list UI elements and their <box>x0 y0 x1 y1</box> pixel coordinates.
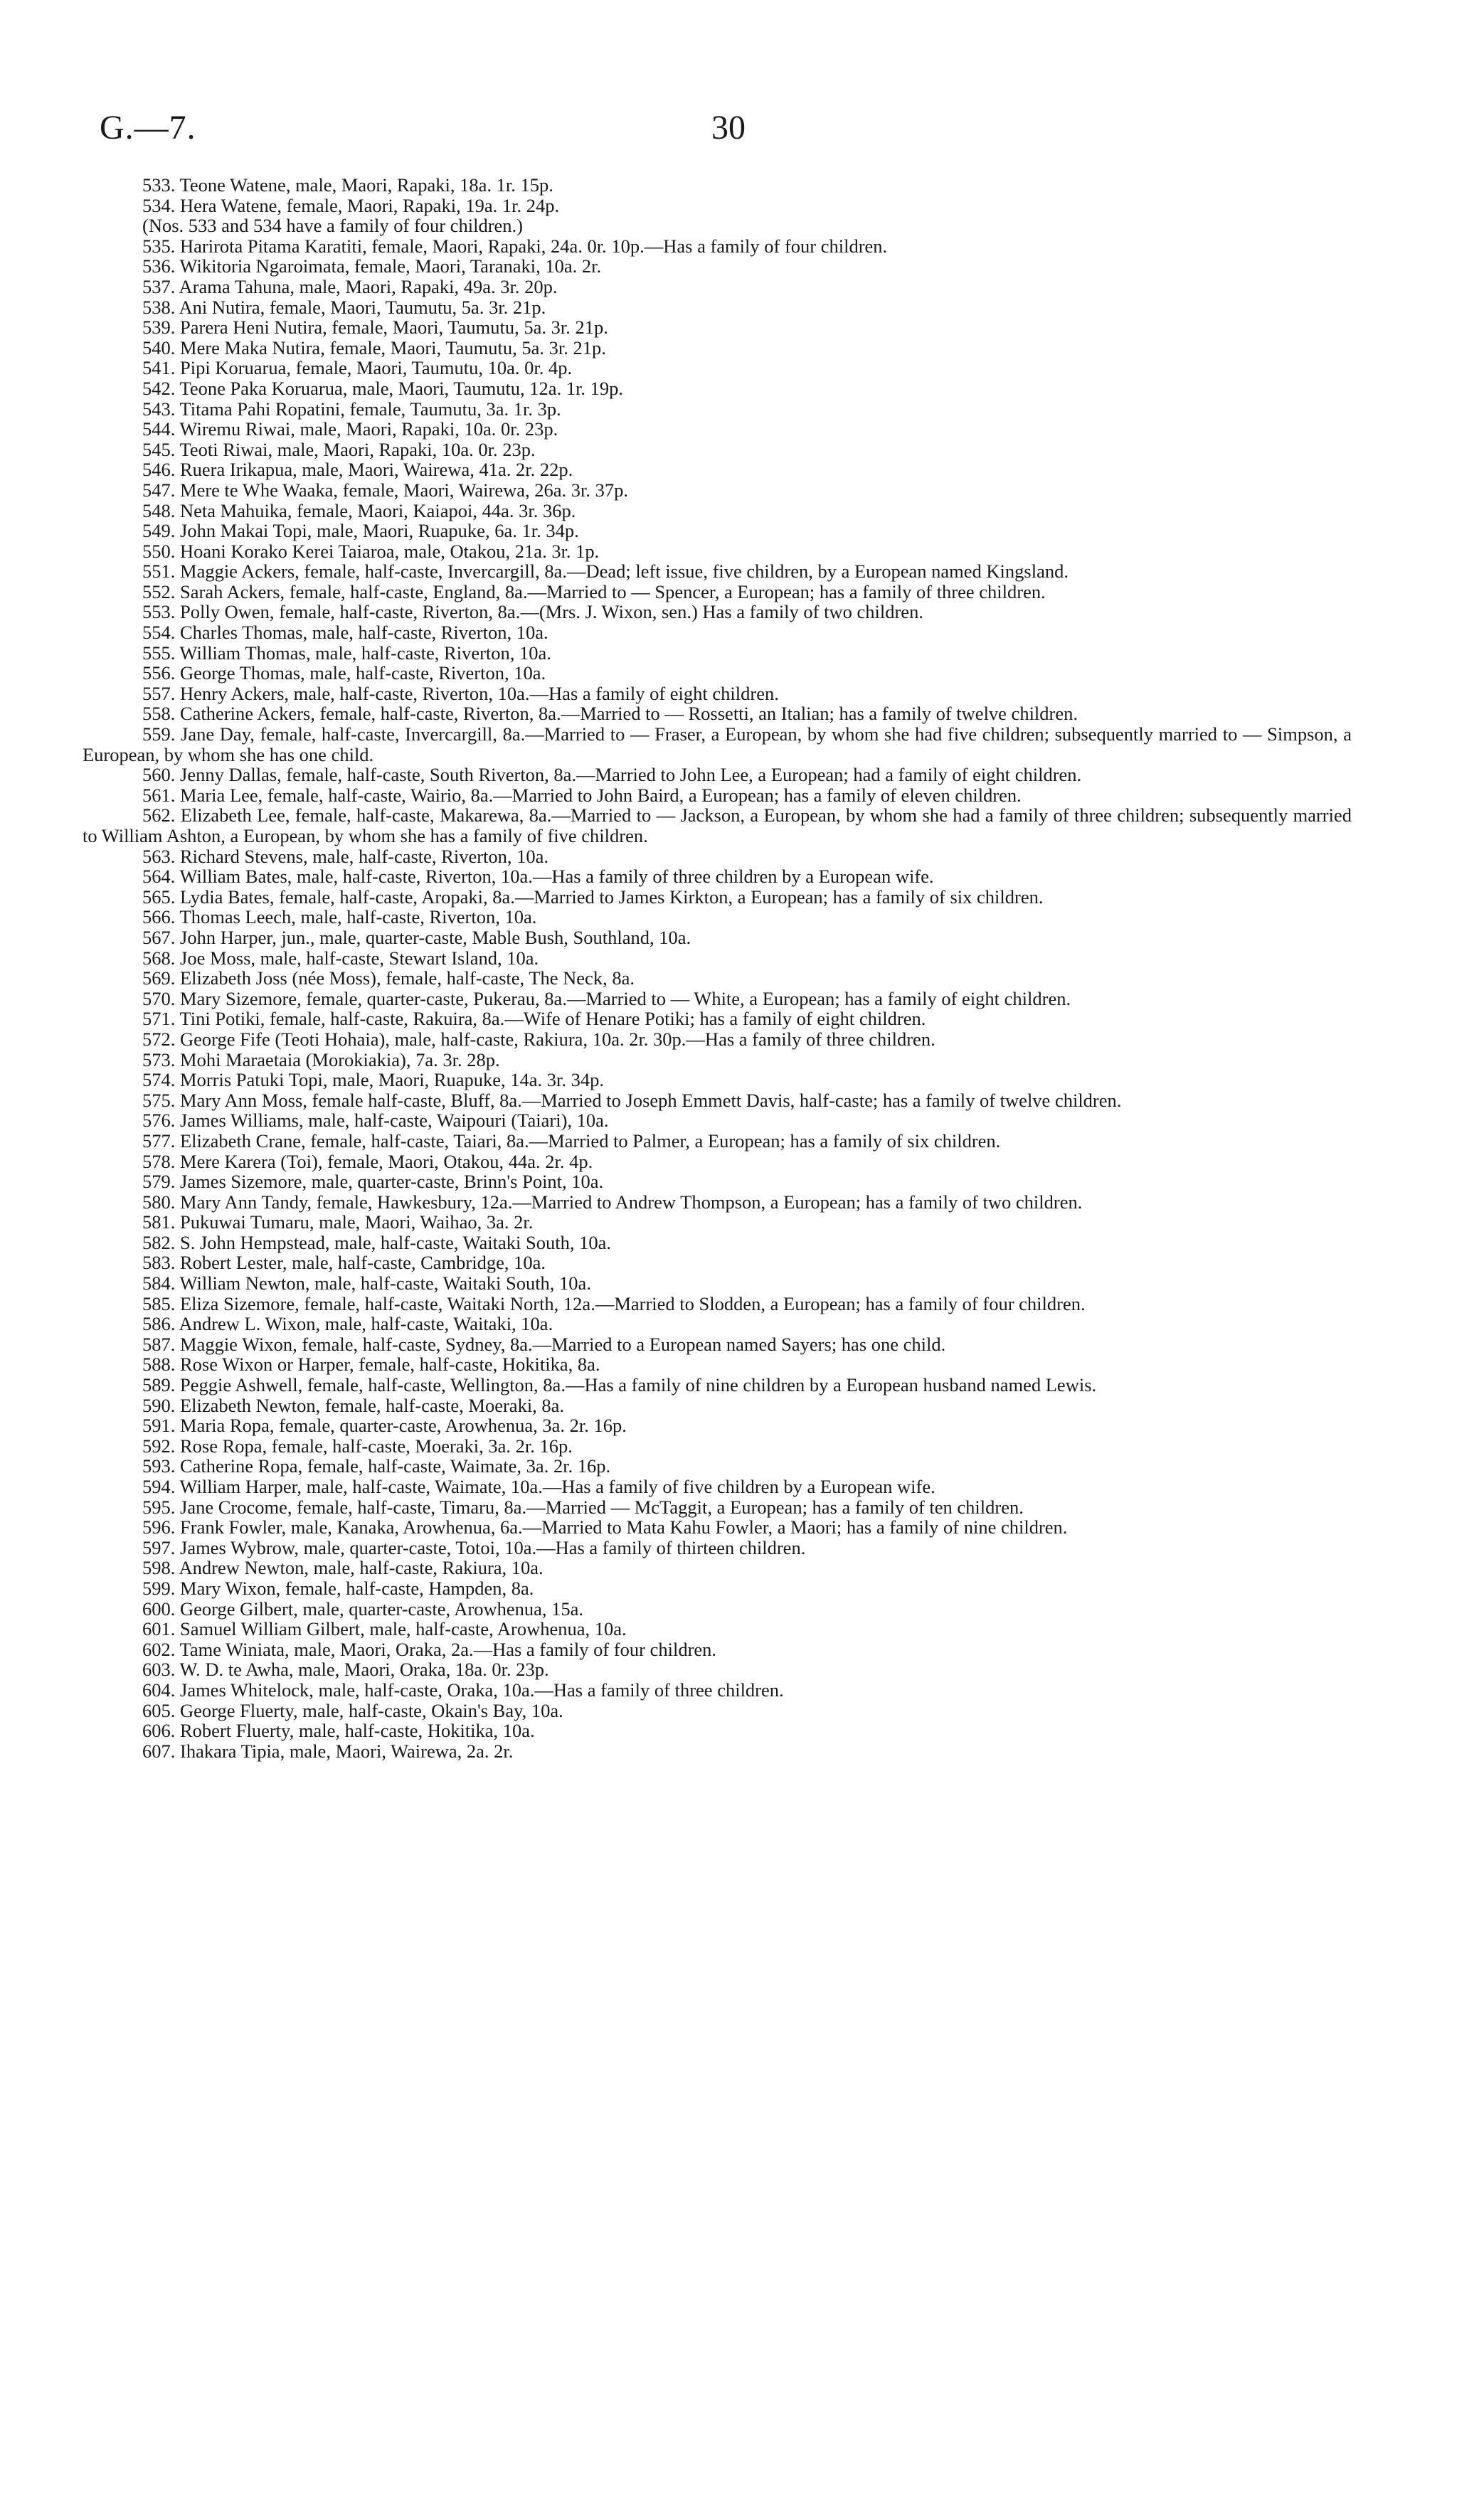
list-item: 559. Jane Day, female, half-caste, Invercargill, 8a.—Married to — Fraser, a European, by whom she had five children; subsequently married to — Simpson, a European, by whom she has one child. <box>83 723 1352 765</box>
list-item: (Nos. 533 and 534 have a family of four children.) <box>142 215 523 237</box>
list-item: 593. Catherine Ropa, female, half-caste, Waimate, 3a. 2r. 16p. <box>142 1455 611 1477</box>
list-item: 551. Maggie Ackers, female, half-caste, Invercargill, 8a.—Dead; left issue, five children, by a European named Kingsland. <box>142 560 1069 583</box>
list-item: 547. Mere te Whe Waaka, female, Maori, Wairewa, 26a. 3r. 37p. <box>142 479 629 501</box>
list-item: 562. Elizabeth Lee, female, half-caste, Makarewa, 8a.—Married to — Jackson, a European, by whom she had a family of three children; subsequently married to William Ashton, a European, by whom she has a family of five children. <box>83 804 1352 846</box>
page-header <box>100 108 1380 151</box>
list-item: 533. Teone Watene, male, Maori, Rapaki, 18a. 1r. 15p. <box>142 174 553 196</box>
list-item: 583. Robert Lester, male, half-caste, Cambridge, 10a. <box>142 1252 546 1274</box>
list-item: 601. Samuel William Gilbert, male, half-caste, Arowhenua, 10a. <box>142 1618 627 1640</box>
list-item: 541. Pipi Koruarua, female, Maori, Taumutu, 10a. 0r. 4p. <box>142 357 573 379</box>
list-item: 567. John Harper, jun., male, quarter-caste, Mable Bush, Southland, 10a. <box>142 926 691 948</box>
list-item: 577. Elizabeth Crane, female, half-caste, Taiari, 8a.—Married to Palmer, a European; has a family of six children. <box>142 1129 1001 1152</box>
list-item: 587. Maggie Wixon, female, half-caste, Sydney, 8a.—Married to a European named Sayers; has one child. <box>142 1333 946 1355</box>
list-item: 564. William Bates, male, half-caste, Riverton, 10a.—Has a family of three children by a European wife. <box>142 866 934 888</box>
list-item: 604. James Whitelock, male, half-caste, Oraka, 10a.—Has a family of three children. <box>142 1679 784 1701</box>
list-item: 552. Sarah Ackers, female, half-caste, England, 8a.—Married to — Spencer, a European; has a family of three children. <box>142 580 1046 602</box>
list-item: 560. Jenny Dallas, female, half-caste, South Riverton, 8a.—Married to John Lee, a European; had a family of eight children. <box>142 764 1082 786</box>
entry-list <box>83 174 1352 1762</box>
list-item: 580. Mary Ann Tandy, female, Hawkesbury, 12a.—Married to Andrew Thompson, a European; has a family of two children. <box>142 1191 1083 1213</box>
list-item: 557. Henry Ackers, male, half-caste, Riverton, 10a.—Has a family of eight children. <box>142 682 779 704</box>
list-item: 544. Wiremu Riwai, male, Maori, Rapaki, 10a. 0r. 23p. <box>142 418 558 440</box>
list-item: 542. Teone Paka Koruarua, male, Maori, Taumutu, 12a. 1r. 19p. <box>142 377 624 399</box>
list-item: 579. James Sizemore, male, quarter-caste, Brinn's Point, 10a. <box>142 1171 604 1193</box>
list-item: 548. Neta Mahuika, female, Maori, Kaiapoi, 44a. 3r. 36p. <box>142 499 576 521</box>
list-item: 600. George Gilbert, male, quarter-caste, Arowhenua, 15a. <box>142 1597 584 1620</box>
page-number: 30 <box>711 109 746 147</box>
list-item: 584. William Newton, male, half-caste, Waitaki South, 10a. <box>142 1272 591 1294</box>
list-item: 576. James Williams, male, half-caste, Waipouri (Taiari), 10a. <box>142 1110 609 1132</box>
list-item: 596. Frank Fowler, male, Kanaka, Arowhenua, 6a.—Married to Mata Kahu Fowler, a Maori; has a family of nine children. <box>142 1516 1068 1538</box>
list-item: 549. John Makai Topi, male, Maori, Ruapuke, 6a. 1r. 34p. <box>142 520 579 542</box>
list-item: 589. Peggie Ashwell, female, half-caste, Wellington, 8a.—Has a family of nine children by a European husband named Lewis. <box>142 1374 1097 1396</box>
list-item: 534. Hera Watene, female, Maori, Rapaki, 19a. 1r. 24p. <box>142 194 560 216</box>
list-item: 553. Polly Owen, female, half-caste, Riverton, 8a.—(Mrs. J. Wixon, sen.) Has a family of two children. <box>142 601 923 623</box>
list-item: 571. Tini Potiki, female, half-caste, Rakuira, 8a.—Wife of Henare Potiki; has a family of eight children. <box>142 1008 926 1030</box>
list-item: 606. Robert Fluerty, male, half-caste, Hokitika, 10a. <box>142 1720 535 1742</box>
list-item: 540. Mere Maka Nutira, female, Maori, Taumutu, 5a. 3r. 21p. <box>142 336 606 358</box>
list-item: 546. Ruera Irikapua, male, Maori, Wairewa, 41a. 2r. 22p. <box>142 459 573 481</box>
list-item: 597. James Wybrow, male, quarter-caste, Totoi, 10a.—Has a family of thirteen children. <box>142 1536 806 1558</box>
list-item: 556. George Thomas, male, half-caste, Riverton, 10a. <box>142 662 546 684</box>
list-item: 598. Andrew Newton, male, half-caste, Rakiura, 10a. <box>142 1557 544 1579</box>
list-item: 581. Pukuwai Tumaru, male, Maori, Waihao, 3a. 2r. <box>142 1211 534 1233</box>
list-item: 563. Richard Stevens, male, half-caste, Riverton, 10a. <box>142 845 549 867</box>
list-item: 573. Mohi Maraetaia (Morokiakia), 7a. 3r. 28p. <box>142 1048 500 1070</box>
list-item: 535. Harirota Pitama Karatiti, female, Maori, Rapaki, 24a. 0r. 10p.—Has a family of four children. <box>142 235 888 257</box>
list-item: 545. Teoti Riwai, male, Maori, Rapaki, 10a. 0r. 23p. <box>142 438 536 460</box>
list-item: 570. Mary Sizemore, female, quarter-caste, Pukerau, 8a.—Married to — White, a European; has a family of eight children. <box>142 987 1071 1009</box>
list-item: 594. William Harper, male, half-caste, Waimate, 10a.—Has a family of five children by a European wife. <box>142 1476 935 1497</box>
list-item: 536. Wikitoria Ngaroimata, female, Maori, Taranaki, 10a. 2r. <box>142 255 602 277</box>
list-item: 558. Catherine Ackers, female, half-caste, Riverton, 8a.—Married to — Rossetti, an Italian; has a family of twelve children. <box>142 703 1078 725</box>
list-item: 582. S. John Hempstead, male, half-caste, Waitaki South, 10a. <box>142 1231 612 1253</box>
list-item: 602. Tame Winiata, male, Maori, Oraka, 2a.—Has a family of four children. <box>142 1638 717 1660</box>
list-item: 561. Maria Lee, female, half-caste, Wairio, 8a.—Married to John Baird, a European; has a family of eleven children. <box>142 784 1022 806</box>
list-item: 537. Arama Tahuna, male, Maori, Rapaki, 49a. 3r. 20p. <box>142 275 558 297</box>
list-item: 607. Ihakara Tipia, male, Maori, Wairewa, 2a. 2r. <box>142 1740 514 1762</box>
list-item: 574. Morris Patuki Topi, male, Maori, Ruapuke, 14a. 3r. 34p. <box>142 1069 605 1091</box>
list-item: 586. Andrew L. Wixon, male, half-caste, Waitaki, 10a. <box>142 1313 553 1335</box>
list-item: 565. Lydia Bates, female, half-caste, Aropaki, 8a.—Married to James Kirkton, a European; has a family of six children. <box>142 886 1044 908</box>
list-item: 569. Elizabeth Joss (née Moss), female, half-caste, The Neck, 8a. <box>142 967 635 989</box>
list-item: 538. Ani Nutira, female, Maori, Taumutu, 5a. 3r. 21p. <box>142 296 546 318</box>
list-item: 543. Titama Pahi Ropatini, female, Taumutu, 3a. 1r. 3p. <box>142 398 561 420</box>
list-item: 566. Thomas Leech, male, half-caste, Riverton, 10a. <box>142 906 537 928</box>
list-item: 590. Elizabeth Newton, female, half-caste, Moeraki, 8a. <box>142 1394 565 1416</box>
list-item: 595. Jane Crocome, female, half-caste, Timaru, 8a.—Married — McTaggit, a European; has a family of ten children. <box>142 1496 1024 1518</box>
list-item: 568. Joe Moss, male, half-caste, Stewart Island, 10a. <box>142 947 539 969</box>
list-item: 591. Maria Ropa, female, quarter-caste, Arowhenua, 3a. 2r. 16p. <box>142 1415 627 1437</box>
document-reference: G.—7. <box>100 109 196 147</box>
list-item: 592. Rose Ropa, female, half-caste, Moeraki, 3a. 2r. 16p. <box>142 1435 573 1457</box>
list-item: 572. George Fife (Teoti Hohaia), male, half-caste, Rakiura, 10a. 2r. 30p.—Has a family of three children. <box>142 1028 935 1050</box>
list-item: 599. Mary Wixon, female, half-caste, Hampden, 8a. <box>142 1577 534 1599</box>
list-item: 539. Parera Heni Nutira, female, Maori, Taumutu, 5a. 3r. 21p. <box>142 317 608 339</box>
list-item: 550. Hoani Korako Kerei Taiaroa, male, Otakou, 21a. 3r. 1p. <box>142 540 600 562</box>
list-item: 585. Eliza Sizemore, female, half-caste, Waitaki North, 12a.—Married to Slodden, a European; has a family of four children. <box>142 1292 1086 1314</box>
list-item: 554. Charles Thomas, male, half-caste, Riverton, 10a. <box>142 622 548 644</box>
list-item: 575. Mary Ann Moss, female half-caste, Bluff, 8a.—Married to Joseph Emmett Davis, half-caste; has a family of twelve children. <box>142 1089 1122 1111</box>
list-item: 588. Rose Wixon or Harper, female, half-caste, Hokitika, 8a. <box>142 1354 600 1376</box>
list-item: 578. Mere Karera (Toi), female, Maori, Otakou, 44a. 2r. 4p. <box>142 1150 593 1172</box>
list-item: 603. W. D. te Awha, male, Maori, Oraka, 18a. 0r. 23p. <box>142 1659 549 1681</box>
list-item: 555. William Thomas, male, half-caste, Riverton, 10a. <box>142 642 551 664</box>
list-item: 605. George Fluerty, male, half-caste, Okain's Bay, 10a. <box>142 1699 563 1721</box>
